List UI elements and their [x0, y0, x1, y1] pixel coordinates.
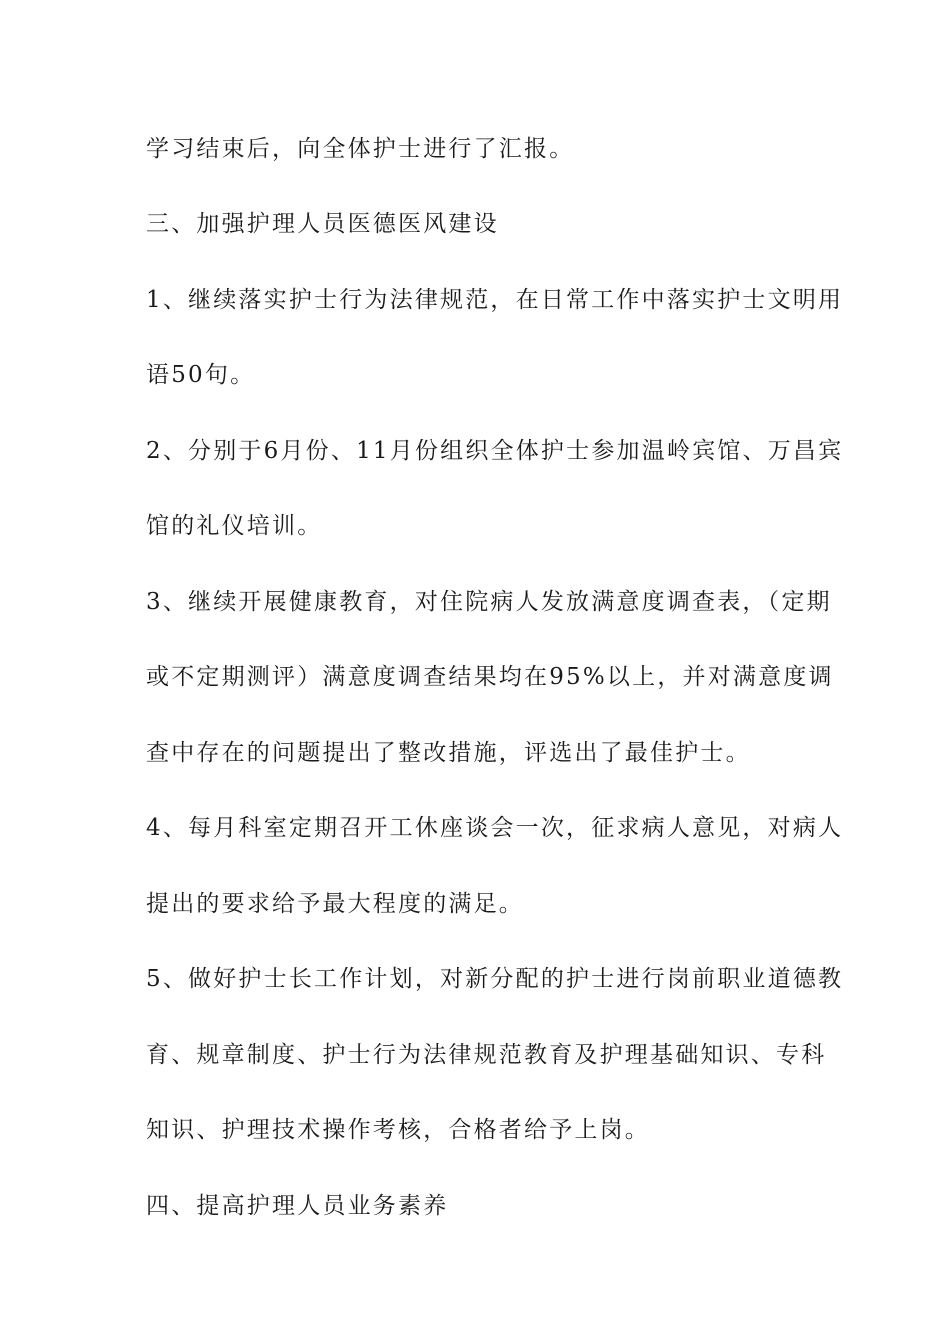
paragraph-line: 1、继续落实护士行为法律规范，在日常工作中落实护士文明用 [146, 287, 844, 313]
paragraph-line: 3、继续开展健康教育，对住院病人发放满意度调查表，（定期 [146, 589, 832, 615]
paragraph-line: 或不定期测评）满意度调查结果均在95%以上，并对满意度调 [146, 664, 834, 690]
paragraph-line: 查中存在的问题提出了整改措施，评选出了最佳护士。 [146, 740, 751, 766]
paragraph-line: 5、做好护士长工作计划，对新分配的护士进行岗前职业道德教 [146, 966, 844, 992]
section-heading: 四、提高护理人员业务素养 [146, 1193, 449, 1219]
paragraph-line: 4、每月科室定期召开工休座谈会一次，征求病人意见，对病人 [146, 815, 844, 841]
paragraph-line: 知识、护理技术操作考核，合格者给予上岗。 [146, 1117, 650, 1143]
paragraph-line: 2、分别于6月份、11月份组织全体护士参加温岭宾馆、万昌宾 [146, 438, 844, 464]
paragraph-line: 育、规章制度、护士行为法律规范教育及护理基础知识、专科 [146, 1042, 827, 1068]
paragraph-line: 馆的礼仪培训。 [146, 513, 323, 539]
paragraph-line: 学习结束后，向全体护士进行了汇报。 [146, 136, 575, 162]
paragraph-line: 提出的要求给予最大程度的满足。 [146, 891, 524, 917]
section-heading: 三、加强护理人员医德医风建设 [146, 211, 499, 237]
paragraph-line: 语50句。 [146, 362, 256, 388]
